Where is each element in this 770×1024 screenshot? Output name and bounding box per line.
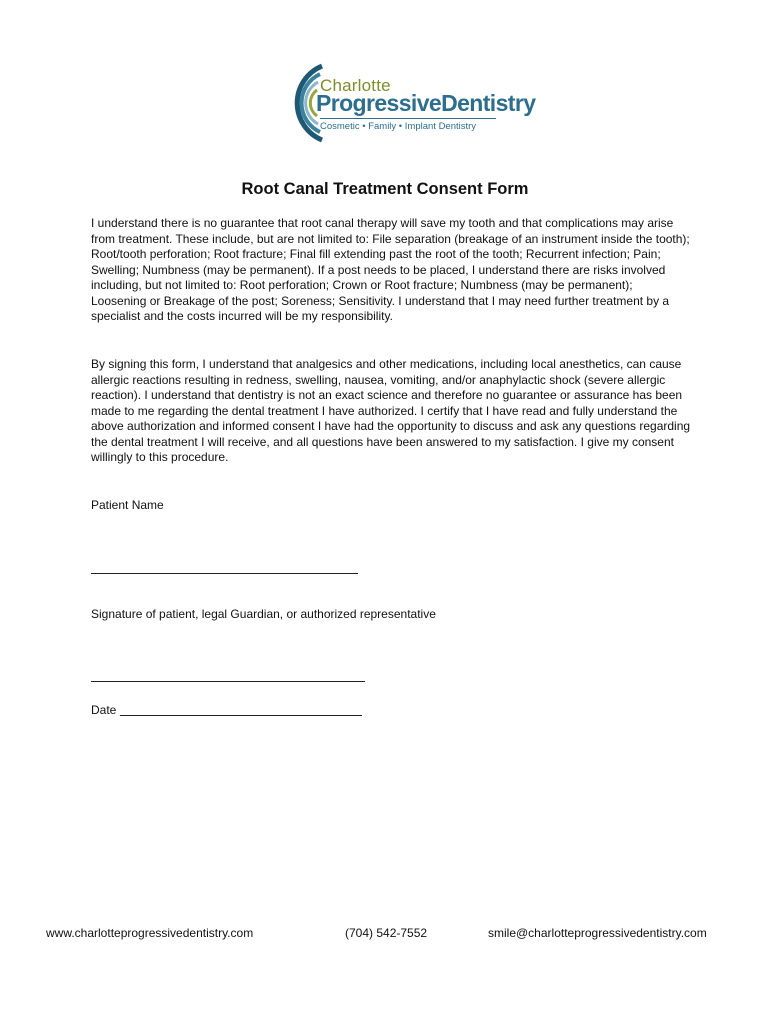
- footer-website[interactable]: www.charlotteprogressivedentistry.com: [46, 926, 254, 940]
- consent-paragraph-2: By signing this form, I understand that analgesics and other medications, including local anesthetics, can cause allergic reactions resulting in redness, swelling, nausea, vomiting, and/or anaphylactic shock (severe allergic reaction). I understand that dentistry is not an exact science and therefore no guarantee or assurance has been made to me regarding the dental treatment I have authorized. I certify that I have read and fully understand the above authorization and informed consent I have had the opportunity to discuss and ask any questions regarding the dental treatment I will receive, and all questions have been answered to my satisfaction. I give my consent willingly to this procedure.: [91, 357, 691, 464]
- signature-label: Signature of patient, legal Guardian, or authorized representative: [91, 607, 436, 621]
- footer-email[interactable]: smile@charlotteprogressivedentistry.com: [488, 926, 707, 940]
- logo-tagline: Cosmetic • Family • Implant Dentistry: [320, 121, 477, 132]
- date-line[interactable]: [120, 715, 362, 716]
- date-label: Date: [91, 703, 117, 717]
- logo-main-word-2: Dentistry: [441, 90, 536, 116]
- form-title: Root Canal Treatment Consent Form: [241, 180, 529, 198]
- logo-top-word: Charlotte: [320, 76, 391, 95]
- logo-divider: [320, 118, 496, 119]
- patient-name-line[interactable]: [91, 573, 358, 574]
- logo-main-word-1: Progressive: [316, 90, 442, 116]
- practice-logo: [270, 60, 536, 144]
- signature-line[interactable]: [91, 681, 365, 682]
- patient-name-label: Patient Name: [91, 498, 164, 512]
- consent-paragraph-1: I understand there is no guarantee that root canal therapy will save my tooth and that complications may arise from treatment. These include, but are not limited to: File separation (breakage of an instrument inside the tooth); Root/tooth perforation; Root fracture; Final fill extending past the root of the tooth; Recurrent infection; Pain; Swelling; Numbness (may be permanent). If a post needs to be placed, I understand there are risks involved including, but not limited to: Root perforation; Crown or Root fracture; Numbness (may be permanent); Loosening or Breakage of the post; Soreness; Sensitivity. I understand that I may need further treatment by a specialist and the costs incurred will be my responsibility.: [91, 216, 690, 323]
- footer-phone: (704) 542-7552: [345, 926, 428, 940]
- logo-main-text: [316, 90, 535, 117]
